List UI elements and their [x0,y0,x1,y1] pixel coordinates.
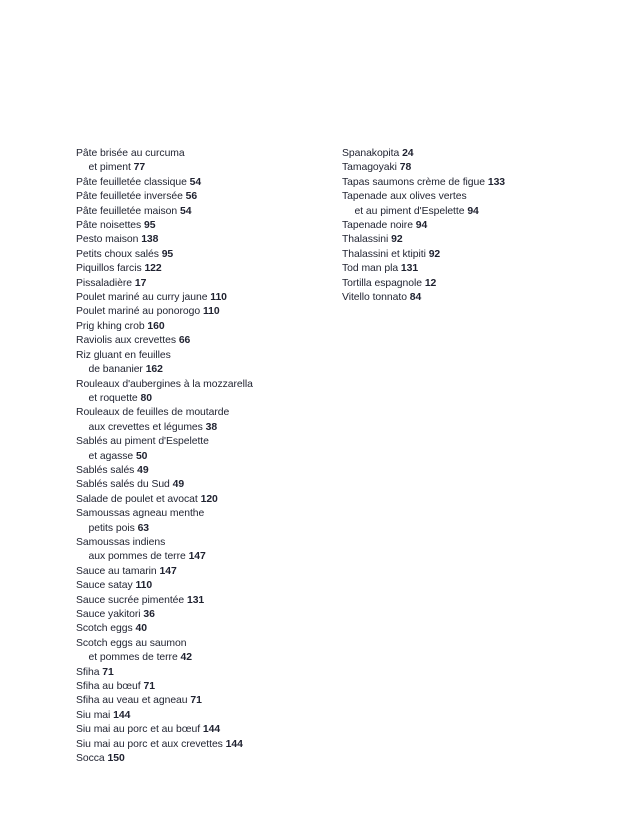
index-entry [76,334,326,348]
page-number: 110 [202,306,220,318]
page-number: 144 [113,709,131,721]
index-entry-text: Siu mai au porc et aux crevettes [76,738,223,750]
page-number: 71 [190,695,202,707]
page-number: 110 [210,292,227,304]
page-number: 92 [428,248,441,260]
page-number: 131 [186,594,205,606]
index-entry-text: aux crevettes et légumes [88,421,203,433]
index-entry-line [76,738,326,752]
index-entry-text: Socca [76,753,105,765]
index-entry [76,233,326,247]
index-entry [76,277,326,291]
index-entry-text: Salade de poulet et avocat [76,493,198,505]
page-number: 71 [143,681,155,693]
index-entry [76,608,326,622]
index-entry-line [76,291,326,305]
index-entry-text: Tapenade aux olives vertes [342,191,467,203]
index-entry [76,190,326,204]
index-entry-line [342,176,582,190]
index-entry [76,666,326,680]
index-entry [76,594,326,608]
index-entry-line [76,579,326,593]
index-entry [76,723,326,737]
index-entry [76,248,326,262]
index-entry-line [76,536,326,550]
index-entry-text: et roquette [88,392,138,404]
index-entry-line [342,233,582,247]
index-entry-text: Sablés salés du Sud [76,479,170,491]
index-entry-line [342,190,582,204]
index-entry-line [76,406,326,420]
index-entry-line [76,709,326,723]
page-number: 40 [135,623,147,635]
page-number: 50 [135,450,148,462]
index-entry-line [76,435,326,449]
index-entry-line [76,752,326,766]
page-number: 24 [402,148,414,159]
page-number: 56 [185,191,198,203]
index-entry-text: Siu mai au porc et au bœuf [76,724,201,736]
page-number: 42 [180,652,193,664]
page-number: 133 [487,176,506,188]
index-entry-text: Sablés au piment d'Espelette [76,436,209,448]
index-entry-line [76,262,326,276]
index-entry [342,233,582,247]
index-entry-line [76,190,326,204]
index-entry-line [342,262,582,276]
index-entry [76,622,326,636]
index-entry-continuation [76,392,326,406]
index-entry [342,176,582,190]
index-entry-continuation [76,450,326,464]
index-entry-text: Samoussas agneau menthe [76,508,205,520]
index-entry-text: Thalassini et ktipiti [342,248,426,260]
index-entry-text: Pâte feuilletée maison [76,205,178,217]
index-entry [76,536,326,565]
index-entry-text: Siu mai [76,709,111,721]
index-entry [342,219,582,233]
index-entry-line [76,637,326,651]
page-number: 131 [400,263,419,275]
index-entry-text: Pâte noisettes [76,220,142,232]
page-number: 92 [391,234,403,246]
index-entry-line [76,378,326,392]
index-entry-text: Spanakopita [342,148,400,159]
index-entry-line [342,161,582,175]
index-entry-line [342,248,582,262]
page-number: 36 [143,609,155,620]
index-entry [76,464,326,478]
index-entry-text: Thalassini [342,234,389,246]
index-entry-text: Raviolis aux crevettes [76,335,176,347]
page-number: 94 [467,205,479,217]
index-entry-text: Pâte brisée au curcuma [76,148,185,159]
index-entry-continuation [76,363,326,377]
page-number: 54 [189,176,202,188]
index-entry [76,378,326,407]
page-number: 54 [179,205,192,217]
index-entry-text: Vitello tonnato [342,292,407,304]
index-entry [76,320,326,334]
index-entry [342,161,582,175]
page-number: 66 [178,335,191,347]
index-entry-text: Tortilla espagnole [342,277,422,289]
index-entry [342,147,582,161]
index-entry [76,305,326,319]
index-entry-line [76,147,326,161]
page-number: 71 [102,666,114,678]
index-entry-line [76,277,326,291]
index-entry-text: et piment [88,162,131,174]
index-entry [76,176,326,190]
index-entry-line [76,565,326,579]
page-number: 160 [147,320,165,332]
index-entry-text: Sauce satay [76,580,133,592]
index-entry-line [76,666,326,680]
index-entry [76,565,326,579]
index-entry [76,709,326,723]
index-entry-text: Riz gluant en feuilles [76,349,171,361]
index-entry-line [342,277,582,291]
page-number: 78 [399,162,412,174]
index-entry-text: Scotch eggs [76,623,133,635]
index-entry-text: Poulet mariné au curry jaune [76,292,208,304]
index-entry-continuation [76,522,326,536]
page-number: 147 [188,551,206,563]
index-entry-line [76,464,326,478]
page-number: 63 [137,522,150,534]
page-number: 84 [409,292,422,304]
page-number: 49 [172,479,185,491]
index-entry-text: Piquillos farcis [76,263,142,275]
index-column-right [342,147,582,305]
index-entry [76,406,326,435]
index-entry-text: Sfiha [76,666,100,678]
index-entry [76,738,326,752]
index-entry-line [76,219,326,233]
index-entry-text: Sablés salés [76,464,135,476]
index-entry [76,752,326,766]
index-entry [342,262,582,276]
page-number: 38 [205,421,218,433]
index-entry-text: Tapenade noire [342,220,413,232]
index-entry-text: Pâte feuilletée classique [76,176,187,188]
index-entry [76,291,326,305]
index-entry-continuation [76,651,326,665]
index-entry-line [76,493,326,507]
index-entry [76,205,326,219]
page-number: 77 [133,162,146,174]
index-entry [342,190,582,219]
page-number: 110 [135,580,153,592]
index-entry [76,435,326,464]
index-entry-line [342,147,582,161]
index-entry-line [76,176,326,190]
index-entry [76,579,326,593]
index-entry-text: petits pois [88,522,135,534]
index-entry [76,680,326,694]
index-entry-text: Pâte feuilletée inversée [76,191,183,203]
index-entry-line [76,622,326,636]
index-entry-line [76,680,326,694]
page-number: 162 [145,364,163,376]
index-entry-text: Scotch eggs au saumon [76,637,187,649]
index-entry [76,478,326,492]
index-entry-line [76,694,326,708]
index-entry-text: et au piment d'Espelette [354,205,465,217]
index-entry [76,219,326,233]
index-entry-text: Prig khing crob [76,320,145,332]
index-entry-text: aux pommes de terre [88,551,186,563]
index-entry [76,349,326,378]
page-number: 80 [140,392,152,404]
index-entry-text: Tapas saumons crème de figue [342,176,485,188]
page-number: 94 [415,220,428,232]
index-entry-text: Sfiha au veau et agneau [76,695,188,707]
page-number: 144 [202,724,221,736]
index-entry [76,493,326,507]
index-entry-text: Poulet mariné au ponorogo [76,306,201,318]
index-entry-text: et pommes de terre [88,652,178,664]
index-entry-text: Sfiha au bœuf [76,681,141,693]
index-entry-text: Pissaladière [76,277,133,289]
index-entry [76,147,326,176]
index-entry-text: Rouleaux d'aubergines à la mozzarella [76,378,253,390]
index-entry-continuation [342,205,582,219]
index-entry-line [76,349,326,363]
index-entry [76,637,326,666]
index-entry-line [76,233,326,247]
index-entry-text: Tod man pla [342,263,399,275]
index-entry-continuation [76,161,326,175]
index-entry-text: Rouleaux de feuilles de moutarde [76,407,230,419]
index-entry-line [76,205,326,219]
index-entry-text: et agasse [88,450,134,462]
index-entry-text: Tamagoyaki [342,162,397,174]
index-entry [76,694,326,708]
page-number: 138 [141,234,159,246]
index-entry-line [76,507,326,521]
index-entry [342,248,582,262]
page-number: 144 [225,738,243,750]
index-entry [342,291,582,305]
index-entry-text: Petits choux salés [76,248,159,260]
index-entry-continuation [76,421,326,435]
index-entry-continuation [76,550,326,564]
index-entry [342,277,582,291]
index-entry-line [76,608,326,622]
page-number: 150 [107,753,125,765]
index-entry-line [76,320,326,334]
index-entry-text: de bananier [88,364,143,376]
index-entry-text: Sauce yakitori [76,609,141,620]
index-entry-line [76,248,326,262]
index-entry-line [76,334,326,348]
index-entry-line [76,305,326,319]
index-entry [76,262,326,276]
page-number: 17 [134,277,147,289]
index-entry-text: Sauce sucrée pimentée [76,594,185,606]
page-number: 122 [144,263,162,275]
index-entry-line [342,291,582,305]
page-number: 49 [137,464,149,476]
index-entry-line [76,594,326,608]
index-entry-line [76,723,326,737]
index-entry-text: Pesto maison [76,234,139,246]
page-number: 120 [200,493,218,505]
index-entry [76,507,326,536]
index-entry-text: Sauce au tamarin [76,565,157,577]
index-column-left [76,147,326,766]
index-entry-line [342,219,582,233]
index-entry-text: Samoussas indiens [76,536,166,548]
page-number: 12 [424,277,437,289]
index-entry-line [76,478,326,492]
page-number: 95 [161,248,174,260]
page-number: 95 [144,220,156,232]
page-number: 147 [159,565,177,577]
